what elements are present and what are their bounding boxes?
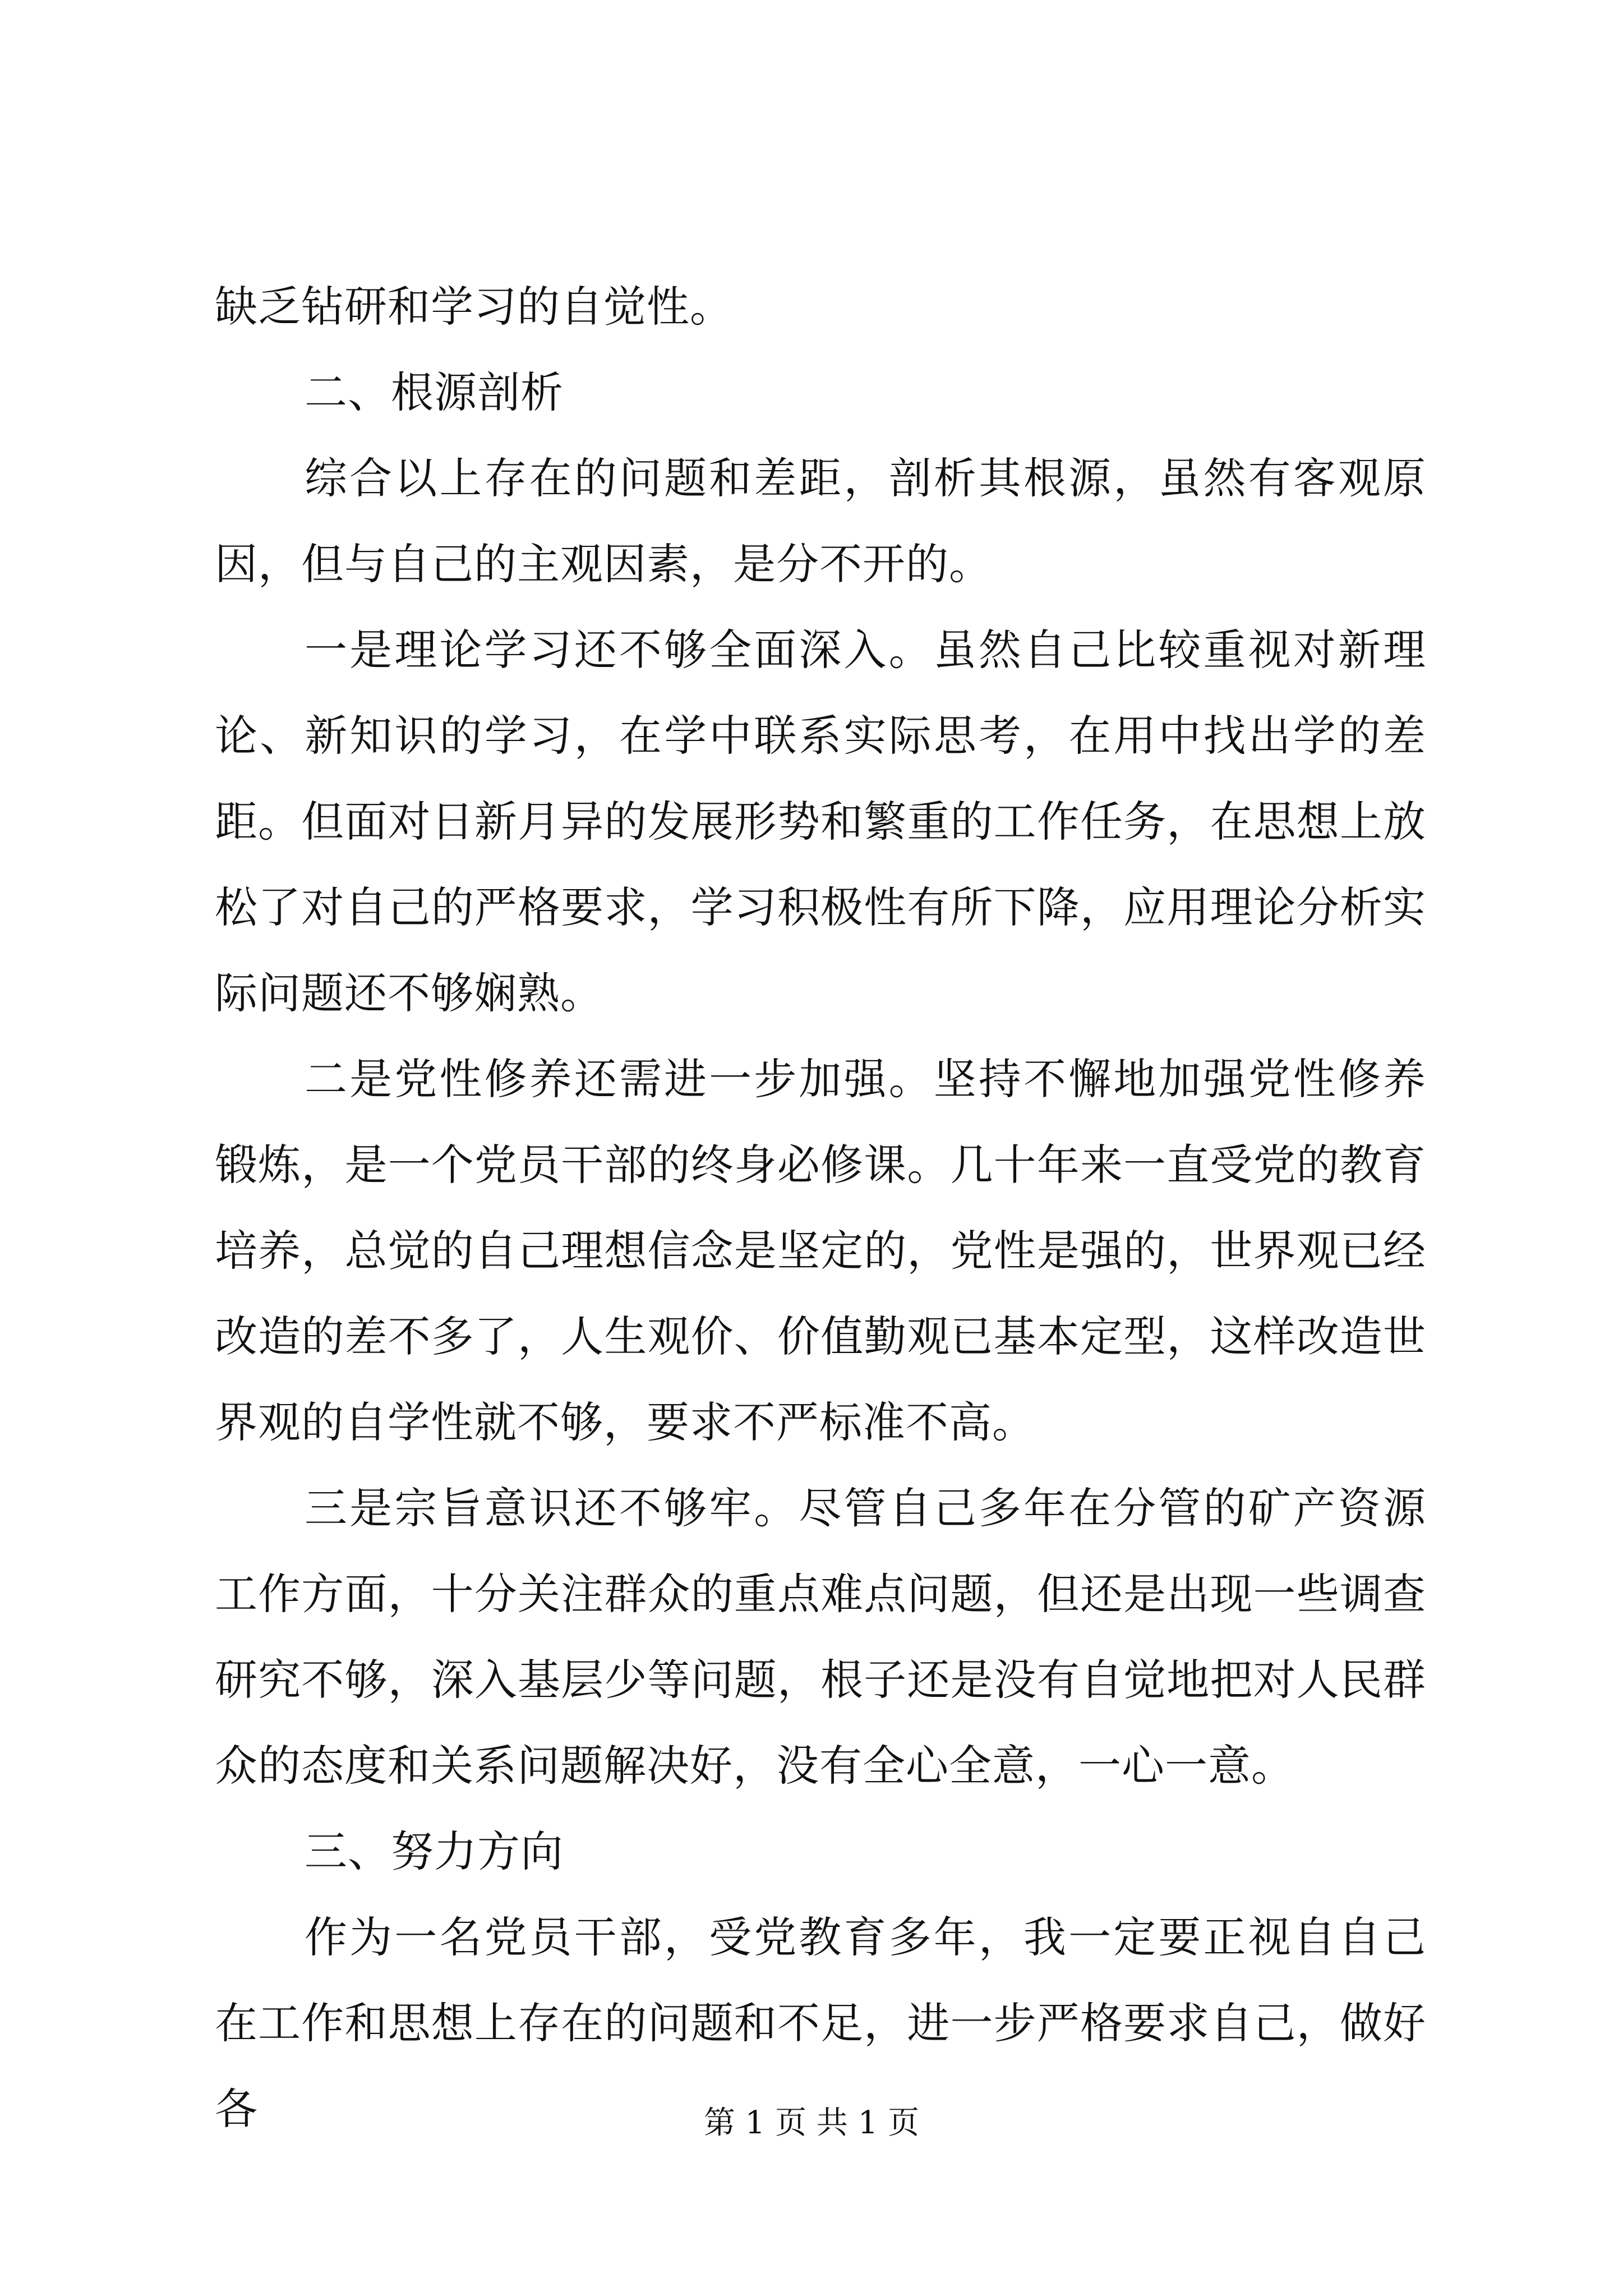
section-heading: 二、根源剖析: [305, 367, 564, 417]
paragraph: 综合以上存在的问题和差距，剖析其根源，虽然有客观原因，但与自己的主观因素，是分不开的。: [215, 453, 1426, 589]
paragraph: 缺乏钻研和学习的自觉性。: [215, 282, 733, 332]
document-body: [215, 264, 1426, 2152]
paragraph: 二是党性修养还需进一步加强。坚持不懈地加强党性修养锻炼，是一个党员干部的终身必修课。几十年来一直受党的教育培养，总觉的自己理想信念是坚定的，党性是强的，世界观已经改造的差不多了，人生观价、价值勤观已基本定型，这样改造世界观的自学性就不够，要求不严标准不高。: [215, 1054, 1426, 1447]
paragraph: 一是理论学习还不够全面深入。虽然自己比较重视对新理论、新知识的学习，在学中联系实际思考，在用中找出学的差距。但面对日新月异的发展形势和繁重的工作任务，在思想上放松了对自己的严格要求，学习积极性有所下降，应用理论分析实际问题还不够娴熟。: [215, 625, 1426, 1018]
section-heading: 三、努力方向: [305, 1826, 564, 1876]
page-footer: 第 1 页 共 1 页: [703, 2105, 920, 2141]
paragraph: 三是宗旨意识还不够牢。尽管自己多年在分管的矿产资源工作方面，十分关注群众的重点难点问题，但还是出现一些调查研究不够，深入基层少等问题，根子还是没有自觉地把对人民群众的态度和关系问题解决好，没有全心全意，一心一意。: [215, 1483, 1426, 1791]
paragraph: 作为一名党员干部，受党教育多年，我一定要正视自自己在工作和思想上存在的问题和不足，进一步严格要求自己，做好各: [215, 1912, 1426, 2134]
